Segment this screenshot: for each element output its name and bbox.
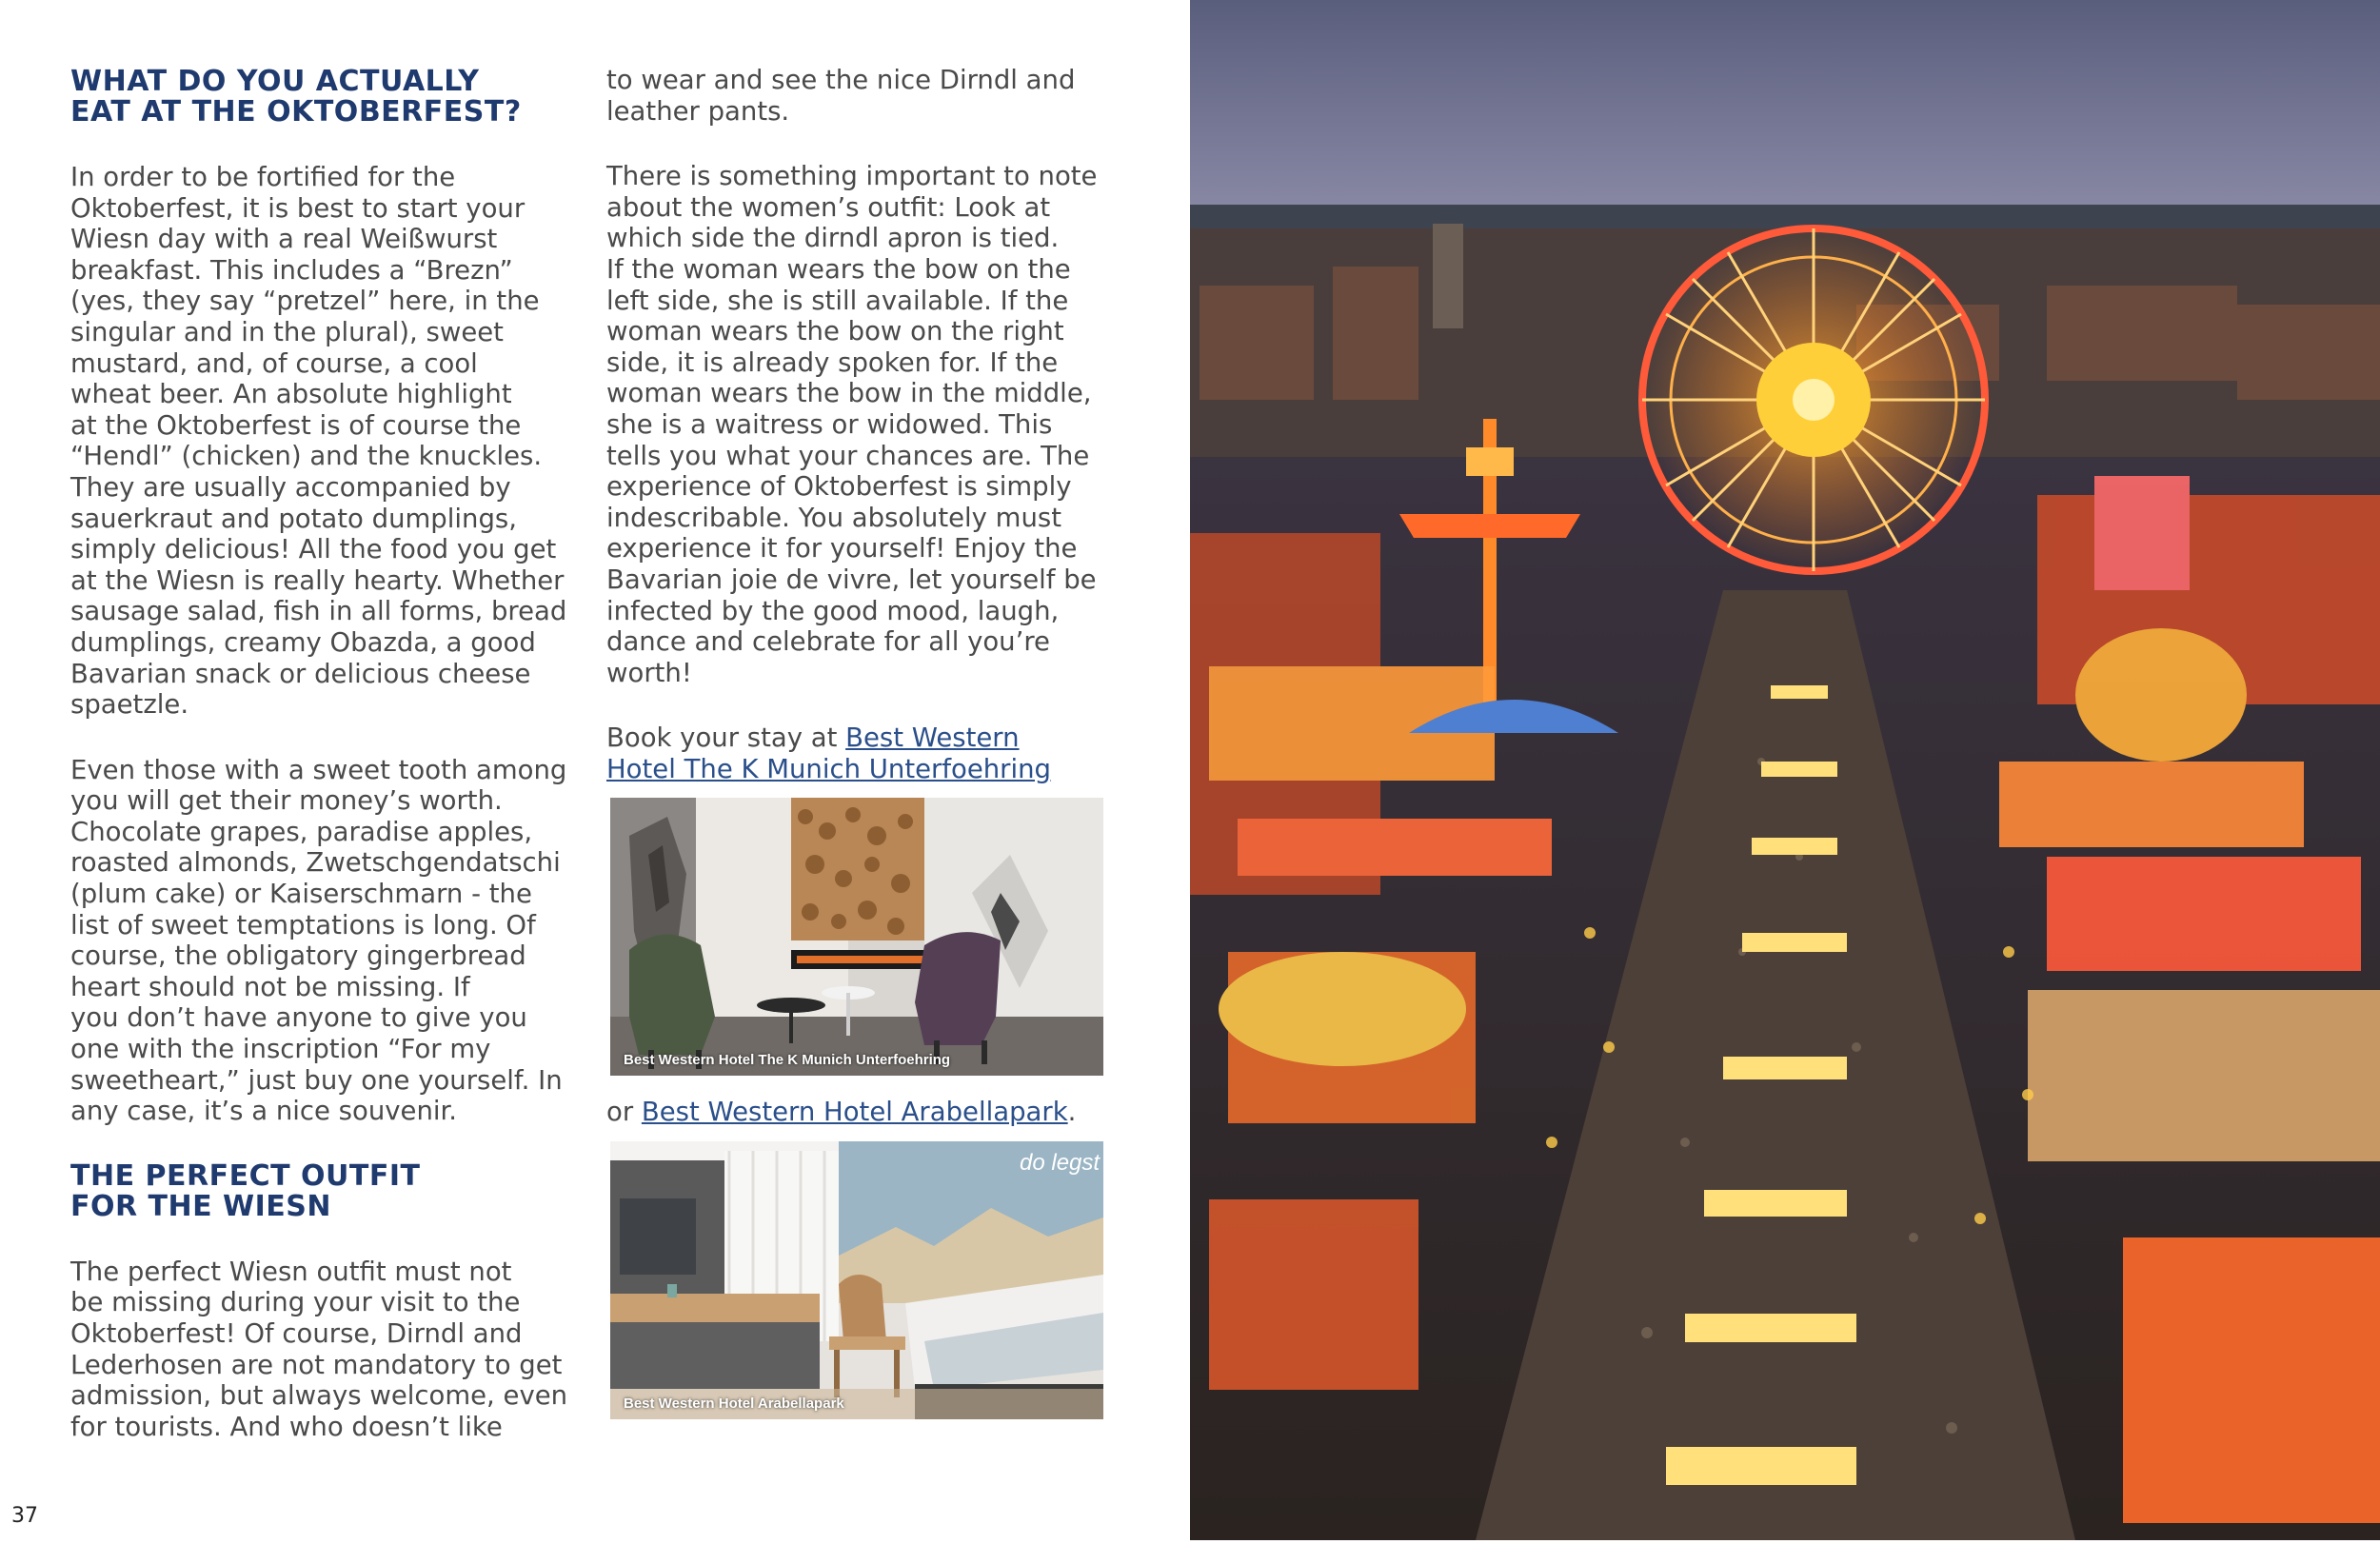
hotel-the-k-link[interactable]: Best Western Hotel The K Munich Unterfoehring [606,723,1052,784]
alternative-booking-line [606,1097,1140,1128]
oktoberfest-photo [1190,0,2380,1540]
outfit-paragraph-1: The perfect Wiesn outfit must not be missing during your visit to the Oktoberfest! Of course, Dirndl and Lederhosen are not mandatory to get admission, but always welcome, even for tourists. And who doesn’t like [70,1256,568,1442]
outfit-heading: THE PERFECT OUTFIT FOR THE WIESN [70,1158,421,1223]
hotel-arabellapark-photo [610,1141,1103,1419]
food-paragraph-2: Even those with a sweet tooth among you will get their money’s worth. Chocolate grapes, paradise apples, roasted almonds, Zwetschgendatschi (plum cake) or Kaiserschmarn - the list of sweet temptations is long. Of course, the obligatory gingerbread heart should not be missing. If you don’t have anyone to give you one with the inscription “For my sweetheart,” just buy one yourself. In any case, it’s a nice souvenir. [70,754,567,1127]
outfit-paragraph-1-continued: to wear and see the nice Dirndl and leather pants. [606,65,1076,127]
hotel-arabellapark-link[interactable]: Best Western Hotel Arabellapark [641,1097,1068,1128]
outfit-paragraph-2: There is something important to note about the women’s outfit: Look at which side the dirndl apron is tied. If the woman wears the bow on the left side, she is still available. If the woman wears the bow on the right side, it is already spoken for. If the woman wears the bow in the middle, she is a waitress or widowed. This tells you what your chances are. The experience of Oktoberfest is simply indescribable. You absolutely must experience it for yourself! Enjoy the Bavarian joie de vivre, let yourself be infected by the good mood, laugh, dance and celebrate for all you’re worth! [606,161,1098,688]
hotel-the-k-photo [610,798,1103,1076]
or-text: or [606,1097,642,1128]
food-paragraph-1: In order to be fortified for the Oktoberfest, it is best to start your Wiesn day with a real Weißwurst breakfast. This includes a “Brezn” (yes, they say “pretzel” here, in the singular and in the plural), sweet mustard, and, of course, a cool wheat beer. An absolute highlight at the Oktoberfest is of course the “Hendl” (chicken) and the knuckles. They are usually accompanied by sauerkraut and potato dumplings, simply delicious! All the food you get at the Wiesn is really hearty. Whether sausage salad, fish in all forms, bread dumplings, creamy Obazda, a good Bavarian snack or delicious cheese spaetzle. [70,162,567,721]
booking-suffix: . [1067,1097,1077,1128]
booking-prefix: Book your stay at [606,723,846,754]
booking-line [606,723,1140,784]
hotel-room-image [610,1141,1103,1419]
oktoberfest-image [1190,0,2380,1540]
hotel-the-k-caption: Best Western Hotel The K Munich Unterfoehring [624,1052,951,1069]
middle-column [606,65,1140,1454]
hotel-lobby-image [610,798,1103,1076]
food-heading: WHAT DO YOU ACTUALLY EAT AT THE OKTOBERFEST? [70,65,522,129]
page-number: 37 [11,1504,38,1528]
room-wall-sign: do legst [1020,1150,1101,1177]
hotel-arabellapark-caption: Best Western Hotel Arabellapark [624,1396,844,1413]
left-column [70,67,585,1476]
